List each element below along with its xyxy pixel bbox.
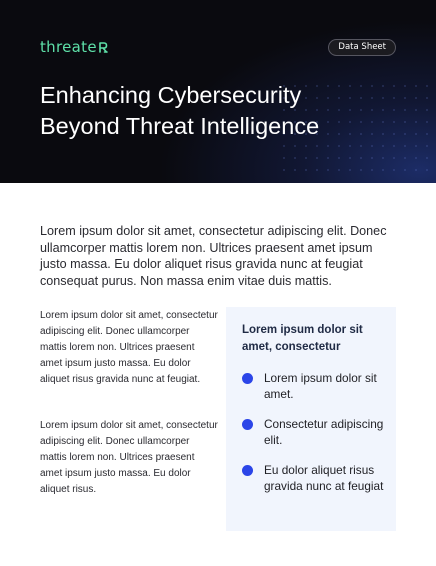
document-type-badge: Data Sheet (328, 39, 396, 56)
grid-dot (360, 97, 362, 99)
bullet-dot-icon (242, 465, 253, 476)
grid-dot (382, 157, 384, 159)
grid-dot (349, 169, 351, 171)
grid-dot (371, 109, 373, 111)
grid-dot (404, 85, 406, 87)
grid-dot (404, 133, 406, 135)
grid-dot (415, 169, 417, 171)
grid-dot (382, 169, 384, 171)
grid-dot (305, 157, 307, 159)
grid-dot (393, 145, 395, 147)
grid-dot (426, 157, 428, 159)
list-item-text: Consectetur adipiscing elit. (264, 417, 384, 447)
grid-dot (426, 109, 428, 111)
grid-dot (360, 145, 362, 147)
grid-dot (415, 157, 417, 159)
grid-dot (338, 169, 340, 171)
grid-dot (393, 133, 395, 135)
grid-dot (371, 97, 373, 99)
body-paragraph-2: Lorem ipsum dolor sit amet, consectetur adipiscing elit. Donec ullamcorper mattis lorem non. Ultrices praesent amet ipsum justo massa. Eu dolor aliquet risus. (40, 420, 218, 495)
title-line-2: Beyond Threat Intelligence (40, 113, 320, 139)
grid-dot (426, 169, 428, 171)
bullet-list (242, 370, 392, 508)
grid-dot (283, 157, 285, 159)
grid-dot (415, 109, 417, 111)
grid-dot (426, 85, 428, 87)
grid-dot (426, 121, 428, 123)
grid-dot (305, 145, 307, 147)
title-line-1: Enhancing Cybersecurity (40, 82, 302, 108)
grid-dot (338, 157, 340, 159)
grid-dot (360, 133, 362, 135)
hero-header (0, 0, 436, 183)
list-item (242, 462, 392, 494)
grid-dot (404, 121, 406, 123)
grid-dot (393, 169, 395, 171)
bullet-dot-icon (242, 373, 253, 384)
grid-dot (349, 157, 351, 159)
brand-logo (40, 37, 108, 57)
grid-dot (360, 169, 362, 171)
grid-dot (382, 109, 384, 111)
grid-dot (371, 121, 373, 123)
grid-dot (327, 169, 329, 171)
grid-dot (404, 145, 406, 147)
grid-dot (360, 157, 362, 159)
logo-r-arrow-icon (98, 40, 108, 54)
grid-dot (382, 85, 384, 87)
grid-dot (360, 121, 362, 123)
grid-dot (349, 145, 351, 147)
grid-dot (393, 121, 395, 123)
grid-dot (305, 169, 307, 171)
grid-dot (393, 109, 395, 111)
grid-dot (327, 145, 329, 147)
grid-dot (426, 97, 428, 99)
grid-dot (316, 157, 318, 159)
grid-dot (294, 145, 296, 147)
panel-title: Lorem ipsum dolor sit amet, consectetur (242, 324, 363, 353)
grid-dot (382, 121, 384, 123)
grid-dot (316, 145, 318, 147)
grid-dot (415, 121, 417, 123)
grid-dot (371, 133, 373, 135)
highlight-panel (226, 307, 396, 531)
intro-paragraph: Lorem ipsum dolor sit amet, consectetur adipiscing elit. Donec ullamcorper mattis lorem non. Ultrices praesent amet ipsum justo massa. Eu dolor aliquet risus gravida nunc at feugiat consequat purus. Non massa enim vitae duis mattis. (40, 224, 387, 288)
grid-dot (371, 169, 373, 171)
grid-dot (415, 85, 417, 87)
bullet-dot-icon (242, 419, 253, 430)
grid-dot (360, 85, 362, 87)
grid-dot (327, 157, 329, 159)
grid-dot (338, 145, 340, 147)
page-title (40, 80, 360, 142)
grid-dot (283, 145, 285, 147)
grid-dot (382, 97, 384, 99)
grid-dot (404, 157, 406, 159)
grid-dot (426, 145, 428, 147)
grid-dot (404, 97, 406, 99)
grid-dot (393, 85, 395, 87)
grid-dot (316, 169, 318, 171)
list-item (242, 370, 392, 402)
list-item-text: Eu dolor aliquet risus gravida nunc at feugiat (264, 463, 384, 493)
grid-dot (294, 157, 296, 159)
grid-dot (415, 133, 417, 135)
grid-dot (371, 85, 373, 87)
list-item (242, 416, 392, 448)
grid-dot (371, 157, 373, 159)
logo-wordmark: threate (40, 38, 97, 56)
grid-dot (404, 169, 406, 171)
grid-dot (415, 145, 417, 147)
grid-dot (360, 109, 362, 111)
body-paragraph-1: Lorem ipsum dolor sit amet, consectetur adipiscing elit. Donec ullamcorper mattis lorem non. Ultrices praesent amet ipsum justo massa. Eu dolor aliquet risus gravida nunc at feugiat. (40, 310, 218, 385)
grid-dot (393, 97, 395, 99)
grid-dot (382, 133, 384, 135)
grid-dot (283, 169, 285, 171)
grid-dot (415, 97, 417, 99)
grid-dot (382, 145, 384, 147)
grid-dot (371, 145, 373, 147)
grid-dot (404, 109, 406, 111)
grid-dot (426, 133, 428, 135)
list-item-text: Lorem ipsum dolor sit amet. (264, 371, 377, 401)
grid-dot (294, 169, 296, 171)
grid-dot (393, 157, 395, 159)
